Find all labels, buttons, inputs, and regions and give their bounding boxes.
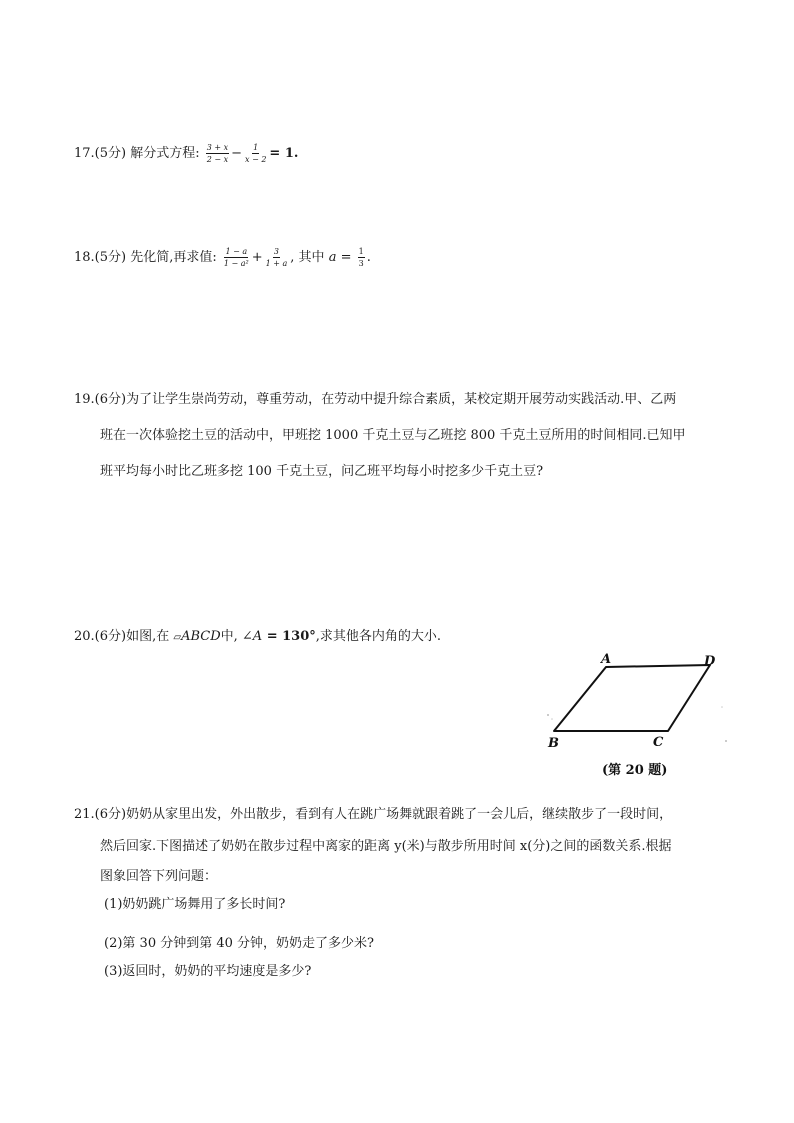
figure-caption: (第 20 题)	[602, 763, 668, 778]
q21-line-2: 然后回家.下图描述了奶奶在散步过程中离家的距离 y(米)与散步所用时间 x(分)之间的函数关系.根据	[100, 839, 672, 854]
q17-prefix: 17.(5分) 解分式方程:	[74, 146, 204, 161]
q18-fraction-1	[223, 247, 250, 268]
q17-minus: −	[231, 146, 243, 161]
q21-line-3: 图象回答下列问题：	[100, 869, 218, 884]
q18-f2-numerator: 3	[273, 247, 280, 256]
q18-eq: =	[336, 250, 356, 265]
q18-f1-numerator: 1 − a	[225, 247, 248, 256]
scan-speck	[721, 706, 723, 708]
q18-end: .	[366, 250, 371, 265]
q18-f3-numerator: 1	[358, 247, 364, 256]
q20-shape-name: ABCD	[181, 629, 221, 644]
parallelogram-figure	[540, 645, 730, 785]
q19-line-1: 19.(6分)为了让学生崇尚劳动，尊重劳动，在劳动中提升综合素质，某校定期开展劳动实践活动.甲、乙两	[74, 392, 677, 407]
vertex-label-d: D	[704, 654, 716, 669]
q21-subquestion-2: (2)第 30 分钟到第 40 分钟，奶奶走了多少米?	[104, 936, 374, 951]
q17-f2-numerator: 1	[253, 143, 259, 152]
scan-speck	[547, 714, 549, 716]
question-17	[74, 143, 298, 164]
q21-subquestion-3: (3)返回时，奶奶的平均速度是多少?	[104, 964, 312, 979]
q18-fraction-2	[265, 247, 289, 268]
question-20	[74, 627, 441, 648]
q17-f1-denominator: 2 − x	[206, 155, 229, 164]
vertex-label-b: B	[548, 736, 559, 751]
q18-f3-denominator: 3	[358, 259, 364, 268]
q17-f1-numerator: 3 + x	[206, 143, 229, 152]
parallelogram-symbol: ▱	[173, 632, 182, 643]
q21-subquestion-1: (1)奶奶跳广场舞用了多长时间?	[104, 897, 286, 912]
scan-speck	[725, 740, 727, 742]
q18-prefix: 18.(5分) 先化简,再求值:	[74, 250, 221, 265]
q20-suffix: ,求其他各内角的大小.	[315, 629, 442, 644]
q19-line-2: 班在一次体验挖土豆的活动中，甲班挖 1000 千克土豆与乙班挖 800 千克土豆所用的时间相同.已知甲	[100, 428, 686, 443]
q17-f2-denominator: x − 2	[245, 155, 267, 164]
vertex-label-c: C	[653, 735, 664, 750]
q18-fraction-3	[358, 247, 365, 268]
scan-speck	[551, 718, 553, 720]
vertex-label-a: A	[601, 652, 612, 667]
q18-var: a	[328, 250, 337, 265]
q18-plus: +	[251, 250, 263, 265]
q20-mid: 中, ∠	[220, 629, 253, 644]
q17-fraction-2	[244, 143, 267, 164]
parallelogram-shape	[554, 665, 710, 731]
q18-f2-denominator: 1 + a	[265, 259, 288, 268]
q17-rhs: = 1.	[269, 146, 299, 161]
q18-f1-denominator: 1 − a²	[223, 259, 249, 268]
q18-middle: , 其中	[290, 250, 329, 265]
q20-angle-var: A	[252, 629, 263, 644]
q20-prefix: 20.(6分)如图,在	[74, 629, 174, 644]
question-18	[74, 247, 371, 268]
q20-angle-value: = 130°	[262, 629, 316, 644]
q21-line-1: 21.(6分)奶奶从家里出发，外出散步，看到有人在跳广场舞就跟着跳了一会儿后，继续散步了一段时间，	[74, 807, 673, 822]
q19-line-3: 班平均每小时比乙班多挖 100 千克土豆，问乙班平均每小时挖多少千克土豆?	[100, 464, 544, 479]
q17-fraction-1	[206, 143, 229, 164]
